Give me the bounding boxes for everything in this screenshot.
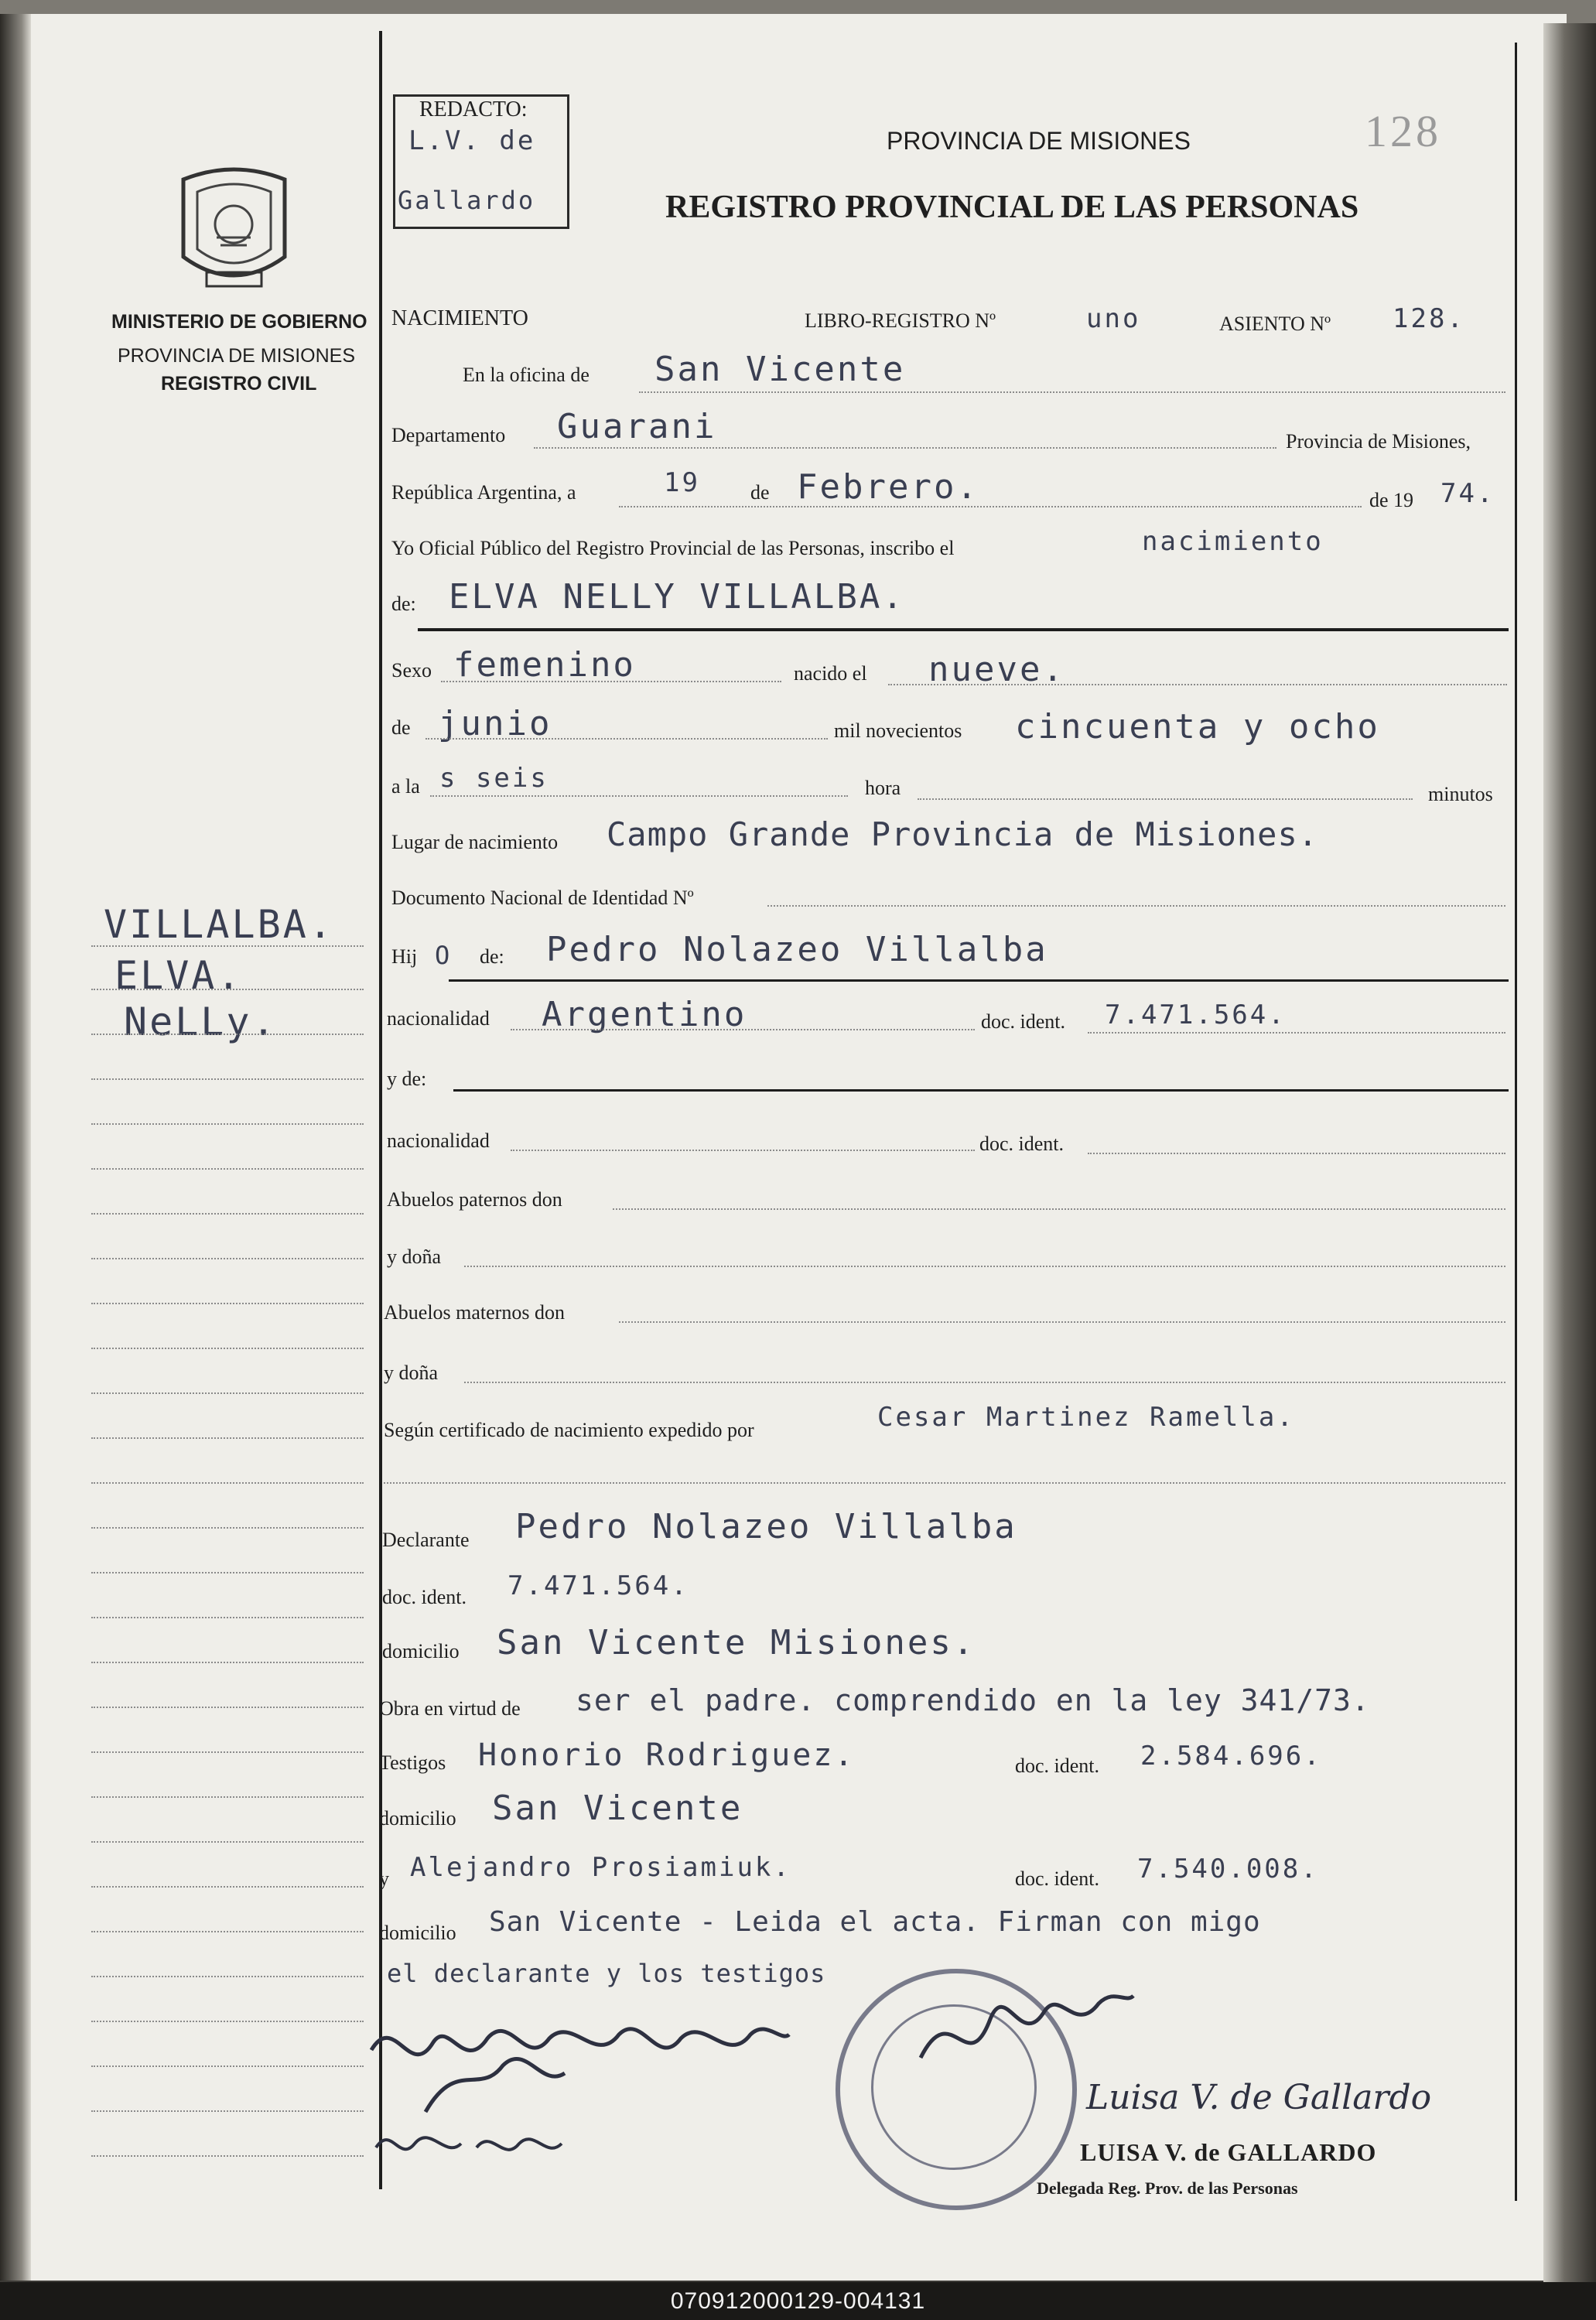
segun-certificado-label: Según certificado de nacimiento expedido por: [384, 1419, 754, 1441]
departamento-value: Guarani: [557, 407, 717, 446]
domicilio-2-value: San Vicente: [492, 1789, 743, 1828]
official-signature: Luisa V. de Gallardo: [1086, 2078, 1432, 2117]
testigo-2-doc-value: 7.540.008.: [1137, 1854, 1319, 1884]
obra-value: ser el padre. comprendido en la ley 341/73.: [576, 1683, 1370, 1717]
y-dona-2-line: [464, 1382, 1505, 1383]
obra-label: Obra en virtud de: [379, 1697, 521, 1720]
margin-name-2: ELVA.: [114, 953, 243, 998]
republica-label: República Argentina, a: [391, 481, 576, 504]
registrant-signature: [368, 2117, 569, 2178]
oficina-line: [639, 391, 1505, 393]
mil-novecientos-value: cincuenta y ocho: [1015, 707, 1380, 747]
hora-value: s seis: [439, 763, 549, 794]
nacionalidad-label: nacionalidad: [387, 1007, 490, 1030]
redacto-handwriting-1: L.V. de: [408, 125, 536, 156]
declarante-value: Pedro Nolazeo Villalba: [515, 1507, 1017, 1546]
doc-ident-line: [1088, 1032, 1505, 1034]
de-mes-label: de: [391, 716, 411, 739]
doc-ident-2-label: doc. ident.: [979, 1133, 1065, 1155]
nacionalidad-2-line: [511, 1150, 975, 1151]
madre-rule: [453, 1089, 1509, 1092]
dni-label: Documento Nacional de Identidad Nº: [391, 887, 694, 909]
nacido-value: nueve.: [928, 650, 1065, 689]
official-title: Delegada Reg. Prov. de las Personas: [1037, 2178, 1298, 2198]
declarant-signature: [905, 1965, 1137, 2089]
nacimiento-label: NACIMIENTO: [391, 306, 528, 330]
vertical-rule-left: [379, 31, 382, 2189]
seal-caption-3: REGISTRO CIVIL: [161, 373, 317, 395]
abuelos-maternos-label: Abuelos maternos don: [384, 1301, 565, 1324]
libro-label: LIBRO-REGISTRO Nº: [805, 309, 996, 332]
oficina-label: En la oficina de: [463, 364, 590, 386]
sexo-value: femenino: [453, 645, 636, 685]
domicilio-2-label: domicilio: [379, 1807, 456, 1830]
libro-value: uno: [1086, 303, 1141, 334]
segun-certificado-line-2: [384, 1482, 1505, 1484]
mil-novecientos-label: mil novecientos: [834, 719, 962, 742]
domicilio-3-value: San Vicente - Leida el acta. Firman con migo: [489, 1906, 1261, 1938]
anio-value: 74.: [1441, 478, 1495, 509]
asiento-value: 128.: [1393, 303, 1465, 334]
y-dona-1-label: y doña: [387, 1245, 442, 1268]
folio-number: 128: [1365, 106, 1441, 156]
departamento-line: [534, 447, 1276, 449]
padre-value: Pedro Nolazeo Villalba: [546, 930, 1048, 969]
nombre-rule: [418, 628, 1509, 631]
hijo-label: Hij: [391, 945, 418, 968]
hora-label: hora: [865, 777, 901, 799]
hijo-de-label: de:: [480, 945, 504, 968]
ministry-seal-icon: [174, 164, 294, 296]
nacido-line: [888, 684, 1507, 685]
doc-ident-label: doc. ident.: [981, 1010, 1066, 1033]
testigos-label: Testigos: [379, 1751, 446, 1774]
de-label: de: [750, 481, 770, 504]
testigo-1-doc-value: 2.584.696.: [1140, 1741, 1322, 1772]
witness-signature: [364, 1996, 797, 2120]
minutos-label: minutos: [1428, 783, 1493, 805]
departamento-label: Departamento: [391, 424, 506, 446]
redacto-handwriting-2: Gallardo: [398, 186, 536, 215]
yo-oficial-value: nacimiento: [1142, 526, 1324, 557]
domicilio-1-label: domicilio: [382, 1640, 460, 1662]
hora-line: [430, 795, 848, 797]
nacionalidad-line: [511, 1029, 975, 1030]
continuacion-value: el declarante y los testigos: [387, 1959, 826, 1988]
fecha-line: [619, 506, 1362, 507]
dia-value: 19: [664, 467, 700, 498]
nacionalidad-2-label: nacionalidad: [387, 1129, 490, 1152]
testigo-1-doc-label: doc. ident.: [1015, 1755, 1100, 1777]
dni-line: [767, 905, 1505, 907]
y-dona-2-label: y doña: [384, 1362, 439, 1384]
doc-ident-2-line: [1088, 1153, 1505, 1154]
y-testigo-label: y: [379, 1867, 389, 1890]
nombre-value: ELVA NELLY VILLALBA.: [449, 577, 905, 617]
de-nombre-label: de:: [391, 593, 416, 615]
archive-code: 070912000129-004131: [0, 2282, 1596, 2320]
lugar-value: Campo Grande Provincia de Misiones.: [607, 815, 1319, 853]
sexo-label: Sexo: [391, 659, 432, 682]
y-de-label: y de:: [387, 1068, 427, 1090]
seal-caption-2: PROVINCIA DE MISIONES: [118, 345, 356, 367]
domicilio-3-label: domicilio: [379, 1922, 456, 1944]
margin-name-3: NeLLy.: [124, 999, 278, 1044]
declarante-label: Declarante: [382, 1529, 470, 1551]
y-dona-1-line: [464, 1266, 1505, 1267]
mes-value: Febrero.: [797, 467, 979, 507]
provincia-label: Provincia de Misiones,: [1286, 430, 1471, 453]
domicilio-1-value: San Vicente Misiones.: [497, 1623, 976, 1662]
asiento-label: ASIENTO Nº: [1219, 313, 1331, 335]
registry-heading: REGISTRO PROVINCIAL DE LAS PERSONAS: [665, 190, 1359, 225]
seal-caption-1: MINISTERIO DE GOBIERNO: [111, 311, 367, 333]
page-edge: [1543, 23, 1596, 2290]
doc-ident-value: 7.471.564.: [1105, 999, 1287, 1030]
margin-name-1: VILLALBA.: [104, 902, 334, 947]
redacto-label: REDACTO:: [419, 97, 528, 121]
abuelos-maternos-line: [619, 1321, 1505, 1323]
oficina-value: San Vicente: [654, 350, 906, 389]
declarante-doc-value: 7.471.564.: [508, 1570, 689, 1601]
testigo-2-value: Alejandro Prosiamiuk.: [410, 1852, 791, 1883]
abuelos-paternos-line: [613, 1208, 1505, 1210]
segun-certificado-value: Cesar Martinez Ramella.: [877, 1402, 1295, 1433]
testigo-1-value: Honorio Rodriguez.: [478, 1737, 856, 1773]
mes-nacimiento-value: junio: [438, 704, 552, 743]
hijo-suffix: O: [435, 941, 450, 970]
minutos-line: [918, 798, 1413, 800]
province-heading: PROVINCIA DE MISIONES: [887, 127, 1191, 155]
padre-rule: [449, 979, 1509, 982]
book-spine: [0, 14, 31, 2281]
vertical-rule-right: [1515, 43, 1517, 2201]
anio-label: de 19: [1369, 489, 1414, 511]
yo-oficial-label: Yo Oficial Público del Registro Provincial de las Personas, inscribo el: [391, 537, 955, 559]
nacido-label: nacido el: [794, 662, 867, 685]
abuelos-paternos-label: Abuelos paternos don: [387, 1188, 562, 1211]
official-name: LUISA V. de GALLARDO: [1080, 2138, 1377, 2166]
nacionalidad-value: Argentino: [542, 995, 747, 1034]
mes-nacimiento-line: [425, 738, 828, 740]
a-la-label: a la: [391, 775, 420, 798]
declarante-doc-label: doc. ident.: [382, 1586, 467, 1608]
lugar-label: Lugar de nacimiento: [391, 831, 559, 853]
testigo-2-doc-label: doc. ident.: [1015, 1867, 1100, 1890]
sexo-line: [441, 681, 781, 682]
